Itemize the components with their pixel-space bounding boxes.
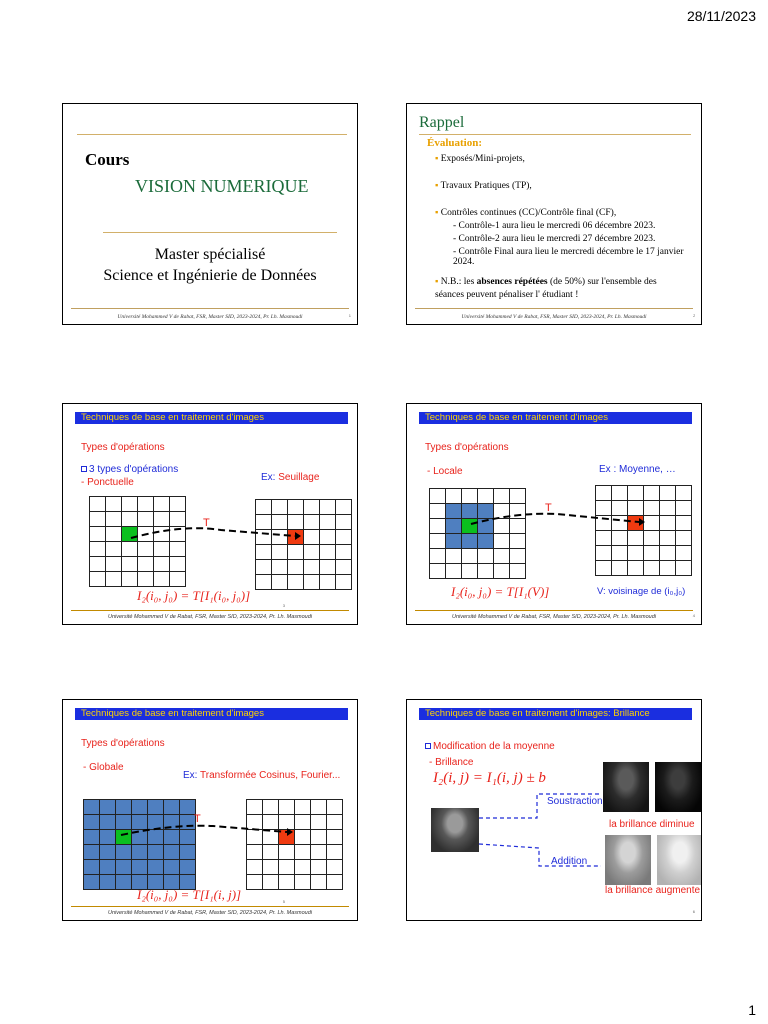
footer-rule xyxy=(71,610,349,611)
footer-rule xyxy=(71,906,349,907)
slide-title-bar: Techniques de base en traitement d'images xyxy=(419,412,692,424)
slide-title-bar: Techniques de base en traitement d'images: Brillance xyxy=(419,708,692,720)
slide-3-ponctuelle xyxy=(62,403,358,625)
eval-item-3: ▪ Contrôles continues (CC)/Contrôle final (CF), xyxy=(435,208,617,218)
locale-item: - Locale xyxy=(427,466,463,477)
slide-footer: Université Mohammed V de Rabat, FSR, Master SID, 2023-2024, Pr. Lh. Masmoudi xyxy=(108,910,312,916)
evaluation-label: Évaluation: xyxy=(427,137,483,149)
slide-6-brillance xyxy=(406,699,702,921)
voisinage-note: V: voisinage de (i₀,j₀) xyxy=(597,586,686,597)
slide-title-bar: Techniques de base en traitement d'images xyxy=(75,708,348,720)
slide-1-title xyxy=(62,103,358,325)
addition-label: Addition xyxy=(551,856,588,867)
slide-footer: Université Mohammed V de Rabat, FSR, Master SID, 2023-2024, Pr. Lh. Masmoudi xyxy=(452,614,656,620)
bullet-icon: ▪ xyxy=(435,277,441,287)
slide-5-globale xyxy=(62,699,358,921)
footer-rule xyxy=(415,610,693,611)
slide-4-locale xyxy=(406,403,702,625)
page-number: 1 xyxy=(748,1002,756,1018)
eval-item-2: ▪ Travaux Pratiques (TP), xyxy=(435,181,532,191)
t-label: T xyxy=(545,502,552,514)
ponctuelle-item: - Ponctuelle xyxy=(81,477,134,488)
equation: I₂(i, j) = I₁(i, j) ± b xyxy=(433,770,546,786)
equation: I₂(i₀, j₀) = T[I₁(i₀, j₀)] xyxy=(137,588,251,603)
equation: I₂(i₀, j₀) = T[I₁(V)] xyxy=(451,584,550,599)
equation: I₂(i₀, j₀) = T[I₁(i, j)] xyxy=(137,887,242,902)
slide-footer: Université Mohammed V de Rabat, FSR, Master SID, 2023-2024, Pr. Lh. Masmoudi xyxy=(108,614,312,620)
slide-number: 4 xyxy=(692,613,695,618)
t-label: T xyxy=(203,517,210,529)
types-heading: Types d'opérations xyxy=(81,738,165,749)
mid-rule xyxy=(103,232,337,233)
brillance-item: - Brillance xyxy=(429,757,474,768)
slide-footer: Université Mohammed V de Rabat, FSR, Master SID, 2023-2024, Pr. Lh. Masmoudi xyxy=(461,314,647,320)
augmente-caption: la brillance augmente xyxy=(605,885,701,896)
slide-number: 2 xyxy=(693,313,695,318)
program-line-2: Science et Ingénierie de Données xyxy=(103,267,317,284)
bullet-icon: ▪ xyxy=(435,181,441,191)
example-text: Ex: Transformée Cosinus, Fourier... xyxy=(183,770,341,781)
course-title: VISION NUMERIQUE xyxy=(135,176,309,196)
slide-2-rappel xyxy=(406,103,702,325)
cours-label: Cours xyxy=(85,150,130,169)
globale-item: - Globale xyxy=(83,762,124,773)
example-text: Ex : Moyenne, … xyxy=(599,464,676,475)
example-text: Ex: Seuillage xyxy=(261,472,320,483)
slide-number: 6 xyxy=(692,909,695,914)
t-label: T xyxy=(194,813,201,825)
program-line-1: Master spécialisé xyxy=(154,246,266,263)
three-types-item: 3 types d'opérations xyxy=(81,464,178,475)
types-heading: Types d'opérations xyxy=(81,442,165,453)
nb-note: ▪ N.B.: les absences répétées (de 50%) sur l'ensemble des xyxy=(435,277,657,287)
types-heading: Types d'opérations xyxy=(425,442,509,453)
nb-note-line-2: séances peuvent pénaliser l' étudiant ! xyxy=(435,290,579,300)
slide-footer: Université Mohammed V de Rabat, FSR, Master SID, 2023-2024, Pr. Lh. Masmoudi xyxy=(117,314,303,320)
eval-item-1: ▪ Exposés/Mini-projets, xyxy=(435,154,525,164)
bullet-icon: ▪ xyxy=(435,154,441,164)
slide-title-bar: Techniques de base en traitement d'images xyxy=(75,412,348,424)
footer-rule xyxy=(415,308,693,309)
eval-sub-2: - Contrôle-2 aura lieu le mercredi 27 décembre 2023. xyxy=(453,234,656,244)
top-rule xyxy=(77,134,347,135)
slide-number: 5 xyxy=(282,899,285,904)
footer-rule xyxy=(71,308,349,309)
modification-item: Modification de la moyenne xyxy=(425,741,555,752)
bullet-icon: ▪ xyxy=(435,208,441,218)
diminue-caption: la brillance diminue xyxy=(609,819,695,830)
eval-sub-3: - Contrôle Final aura lieu le mercredi décembre le 17 janvier 2024. xyxy=(453,247,684,267)
page-date: 28/11/2023 xyxy=(686,8,756,24)
title-rule xyxy=(419,134,691,135)
eval-sub-1: - Contrôle-1 aura lieu le mercredi 06 décembre 2023. xyxy=(453,221,656,231)
slide-number: 3 xyxy=(282,603,285,608)
slide-title: Rappel xyxy=(419,114,465,131)
soustraction-label: Soustraction xyxy=(547,796,603,807)
slide-number: 1 xyxy=(348,313,351,318)
